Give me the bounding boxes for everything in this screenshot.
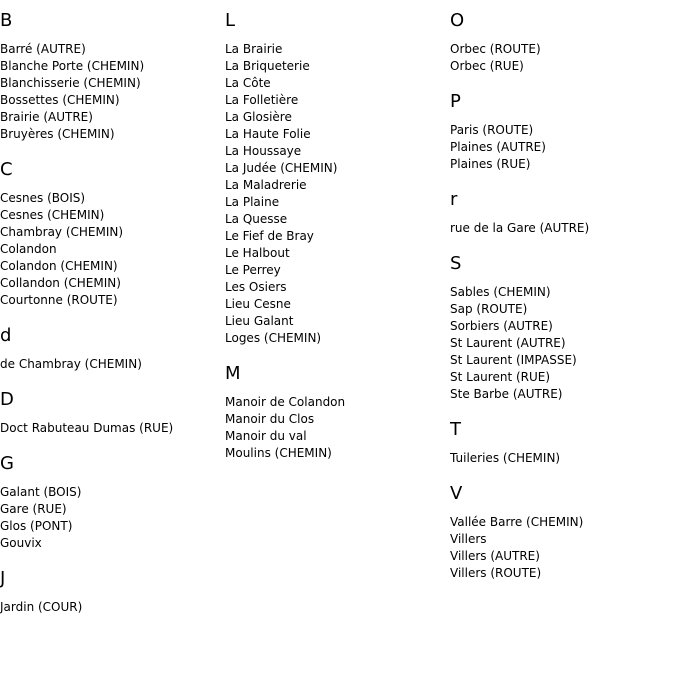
street-link[interactable]: Vallée Barre (CHEMIN) [450,515,584,529]
street-link[interactable]: La Haute Folie [225,127,311,141]
street-link[interactable]: Doct Rabuteau Dumas (RUE) [0,421,174,435]
letter-group [450,10,675,75]
street-link[interactable]: Manoir du val [225,429,307,443]
letter-group [450,253,675,403]
letter-heading: V [450,483,463,504]
street-link[interactable]: Chambray (CHEMIN) [0,225,124,239]
street-link[interactable]: Cesnes (BOIS) [0,191,86,205]
letter-heading: G [0,453,14,474]
street-link[interactable]: de Chambray (CHEMIN) [0,357,142,371]
street-link[interactable]: Plaines (RUE) [450,157,531,171]
street-link[interactable]: Les Osiers [225,280,287,294]
letter-group [450,91,675,173]
index-column-1 [0,0,225,632]
street-link[interactable]: Brairie (AUTRE) [0,110,93,124]
letter-group [0,568,225,616]
index-column-2 [225,0,450,478]
street-link[interactable]: Le Perrey [225,263,281,277]
letter-heading: D [0,389,14,410]
street-link[interactable]: St Laurent (AUTRE) [450,336,566,350]
letter-heading: P [450,91,461,112]
street-link[interactable]: rue de la Gare (AUTRE) [450,221,590,235]
street-link[interactable]: Villers [450,532,487,546]
street-link[interactable]: Colandon [0,242,57,256]
letter-group [225,10,450,347]
street-link[interactable]: Barré (AUTRE) [0,42,86,56]
street-link[interactable]: Courtonne (ROUTE) [0,293,118,307]
street-link[interactable]: Galant (BOIS) [0,485,82,499]
street-link[interactable]: Cesnes (CHEMIN) [0,208,105,222]
letter-group [0,325,225,373]
street-link[interactable]: La Glosière [225,110,292,124]
street-link[interactable]: Gouvix [0,536,42,550]
street-link[interactable]: Orbec (ROUTE) [450,42,541,56]
letter-heading: L [225,10,236,31]
letter-heading: B [0,10,13,31]
street-link[interactable]: Orbec (RUE) [450,59,524,73]
street-link[interactable]: Glos (PONT) [0,519,73,533]
street-link[interactable]: Villers (AUTRE) [450,549,540,563]
letter-heading: d [0,325,12,346]
letter-group [450,483,675,582]
street-link[interactable]: Bossettes (CHEMIN) [0,93,120,107]
street-link[interactable]: La Quesse [225,212,288,226]
street-link[interactable]: La Brairie [225,42,283,56]
street-link[interactable]: La Briqueterie [225,59,310,73]
street-link[interactable]: Sorbiers (AUTRE) [450,319,553,333]
street-link[interactable]: La Plaine [225,195,280,209]
letter-heading: r [450,189,458,210]
letter-heading: C [0,159,13,180]
street-link[interactable]: Paris (ROUTE) [450,123,534,137]
street-link[interactable]: Bruyères (CHEMIN) [0,127,115,141]
street-link[interactable]: St Laurent (RUE) [450,370,551,384]
street-link[interactable]: Plaines (AUTRE) [450,140,546,154]
street-link[interactable]: Lieu Galant [225,314,294,328]
letter-group [0,159,225,309]
street-link[interactable]: Lieu Cesne [225,297,291,311]
street-link[interactable]: Blanche Porte (CHEMIN) [0,59,145,73]
street-link[interactable]: La Côte [225,76,271,90]
street-link[interactable]: Villers (ROUTE) [450,566,542,580]
street-link[interactable]: La Houssaye [225,144,302,158]
letter-group [450,419,675,467]
street-link[interactable]: La Judée (CHEMIN) [225,161,338,175]
street-link[interactable]: Manoir de Colandon [225,395,346,409]
letter-group [0,453,225,552]
letter-heading: T [450,419,461,440]
letter-group [0,10,225,143]
letter-heading: O [450,10,465,31]
letter-heading: M [225,363,241,384]
letter-heading: J [0,568,6,589]
street-link[interactable]: Colandon (CHEMIN) [0,259,118,273]
letter-heading: S [450,253,462,274]
street-link[interactable]: Jardin (COUR) [0,600,83,614]
street-link[interactable]: La Folletière [225,93,299,107]
street-link[interactable]: Sables (CHEMIN) [450,285,551,299]
street-link[interactable]: Sap (ROUTE) [450,302,528,316]
street-link[interactable]: Le Halbout [225,246,290,260]
street-link[interactable]: Loges (CHEMIN) [225,331,322,345]
street-link[interactable]: Blanchisserie (CHEMIN) [0,76,141,90]
index-column-3 [450,0,675,598]
street-link[interactable]: Gare (RUE) [0,502,67,516]
street-link[interactable]: Moulins (CHEMIN) [225,446,332,460]
street-link[interactable]: Ste Barbe (AUTRE) [450,387,563,401]
street-link[interactable]: Tuileries (CHEMIN) [450,451,561,465]
letter-group [450,189,675,237]
street-link[interactable]: Manoir du Clos [225,412,315,426]
letter-group [225,363,450,462]
letter-group [0,389,225,437]
street-link[interactable]: La Maladrerie [225,178,307,192]
street-link[interactable]: Le Fief de Bray [225,229,314,243]
street-link[interactable]: St Laurent (IMPASSE) [450,353,577,367]
street-link[interactable]: Collandon (CHEMIN) [0,276,121,290]
